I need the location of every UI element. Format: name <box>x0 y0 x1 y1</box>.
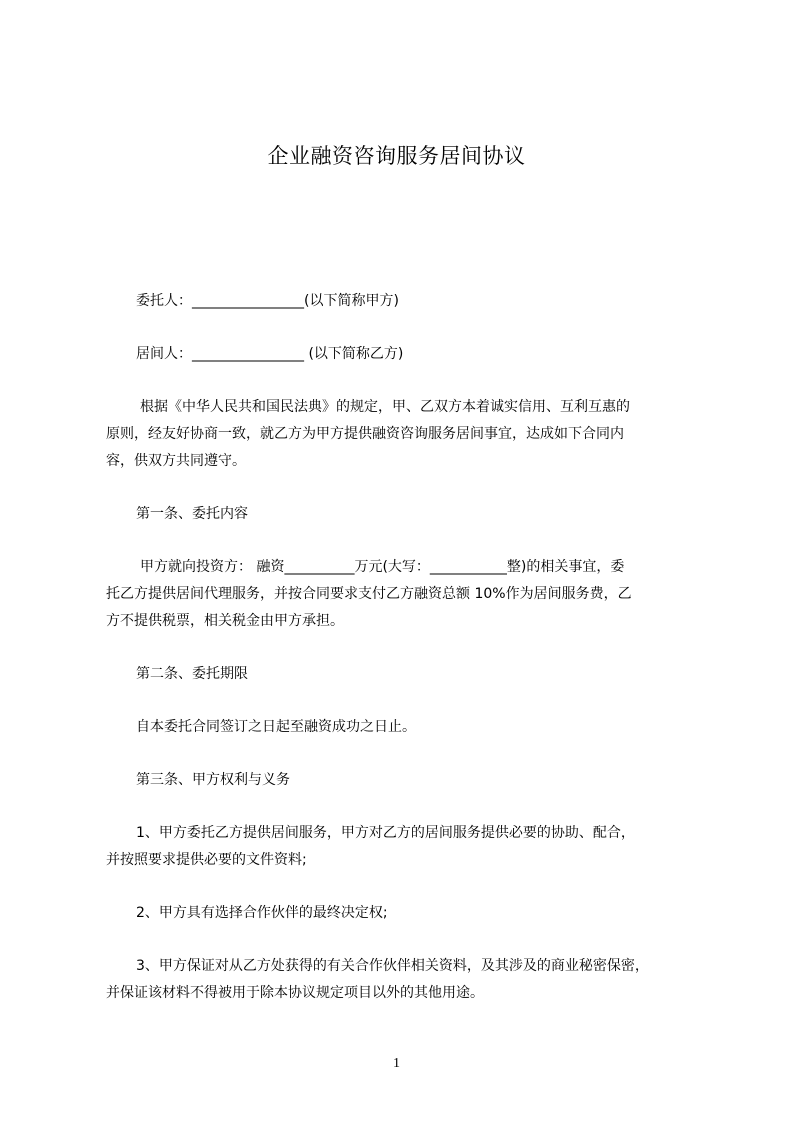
preamble-line-2: 原则，经友好协商一致，就乙方为甲方提供融资咨询服务居间事宜，达成如下合同内 <box>106 426 624 442</box>
article-1-line-1: 甲方就向投资方： 融资__________万元(大写：___________整)的相关事宜，委 <box>140 559 625 575</box>
article-3-heading: 第三条、甲方权利与义务 <box>136 772 290 788</box>
client-line: 委托人：________________(以下简称甲方) <box>136 293 399 309</box>
article-1-line-3: 方不提供税票，相关税金由甲方承担。 <box>106 613 344 629</box>
document-title: 企业融资咨询服务居间协议 <box>267 144 526 168</box>
intermediary-line: 居间人：________________ (以下简称乙方) <box>136 346 404 362</box>
article-3-item-3-line-2: 并保证该材料不得被用于除本协议规定项目以外的其他用途。 <box>106 985 484 1001</box>
article-3-item-3-line-1: 3、甲方保证对从乙方处获得的有关合作伙伴相关资料，及其涉及的商业秘密保密， <box>136 958 649 974</box>
article-3-item-1-line-1: 1、甲方委托乙方提供居间服务，甲方对乙方的居间服务提供必要的协助、配合， <box>136 825 635 841</box>
article-2-heading: 第二条、委托期限 <box>136 666 248 682</box>
article-1-heading: 第一条、委托内容 <box>136 506 248 522</box>
article-3-item-2: 2、甲方具有选择合作伙伴的最终决定权; <box>136 905 388 921</box>
page-number: 1 <box>393 1056 400 1071</box>
preamble-line-1: 根据《中华人民共和国民法典》的规定，甲、乙双方本着诚实信用、互利互惠的 <box>140 399 630 415</box>
preamble-line-3: 容，供双方共同遵守。 <box>106 453 246 469</box>
article-1-line-2: 托乙方提供居间代理服务，并按合同要求支付乙方融资总额 10%作为居间服务费，乙 <box>106 586 632 602</box>
article-2-body: 自本委托合同签订之日起至融资成功之日止。 <box>136 719 416 735</box>
article-3-item-1-line-2: 并按照要求提供必要的文件资料; <box>106 852 307 868</box>
